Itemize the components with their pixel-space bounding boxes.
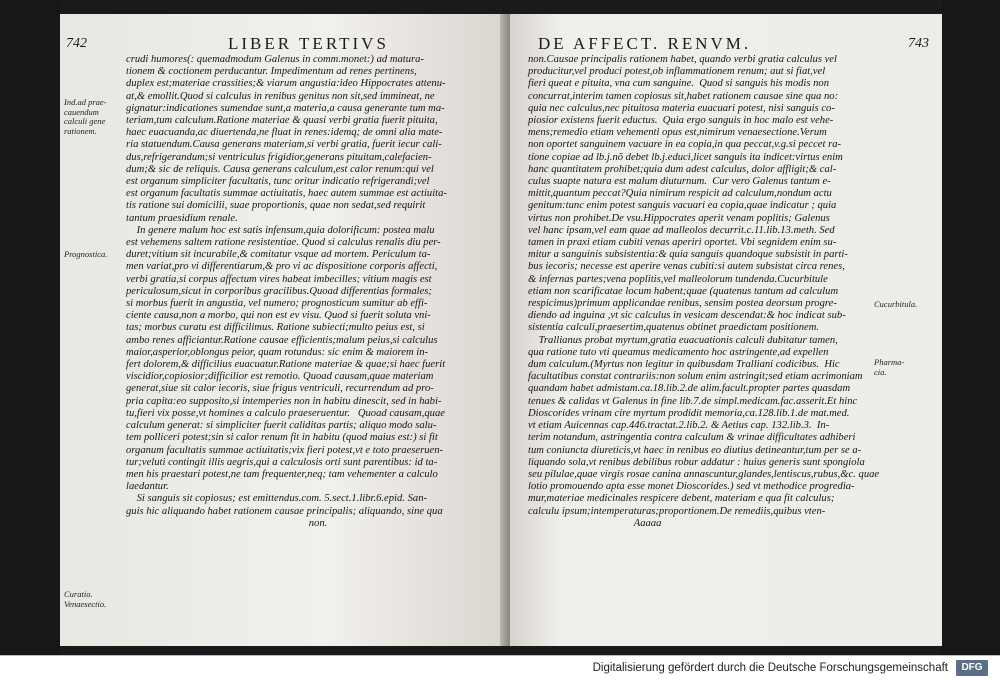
right-margin-note-pharmacia: Pharma- cia. [874, 357, 905, 377]
left-margin-note-prognostica: Prognostica. [64, 249, 108, 259]
dfg-logo: DFG [956, 660, 988, 676]
right-running-head: DE AFFECT. RENVM. [538, 34, 752, 53]
left-margin-note-curatio: Curatio. Venaesectio. [64, 589, 107, 609]
right-page [510, 14, 942, 646]
left-page-number: 742 [66, 36, 87, 51]
left-margin-note-indicatio: Ind.ad prae- cauendum calculi gene rationem. [64, 97, 107, 136]
left-scan-edge [0, 0, 60, 655]
funding-credit: Digitalisierung gefördert durch die Deutsche Forschungsgemeinschaft [592, 662, 948, 674]
right-scan-edge [942, 0, 1000, 655]
right-margin-note-cucurbitula: Cucurbitula. [874, 299, 918, 309]
left-page [60, 14, 508, 646]
footer-bar [0, 655, 1000, 680]
left-body-text: crudi humores(: quemadmodum Galenus in comm.monet:) ad matura- tionem & coctionem perducantur. Impedimentum ad renes pertinens, duplex est;materiae crassities;& viarum angustia:ideo Hippocrates attenu- at,& emollit.Quod si calculus in renibus genitus non sit,sed immineat, ne gignatur:indicationes sumendae sunt,a materia,a causa generante tum ma- teriam,tum calculum.Ratione materiae & quasi verbi gratia fuerit pituita, haec euacuanda,ac diuertenda,ne fluat in renes:idemq; de omni alia mate- ria statuendum.Causa generans materiam,si verbi gratia, fuerit iecur cali- dus,refrigerandum;si ventriculus frigidior,generans pituitam,calefacien- dum;& sic de reliquis. Causa generans calculum,est calor renum:qui vel est organum simpliciter facultatis, tunc oritur indicatio refrigerandi;vel est organum facultatis summae actiuitatis, haec autem summae est actiuita- tis ratione sui domicilii, suae proportionis, quae non sedat,sed requirit tantum praesidium renale. In genere malum hoc est satis infensum,quia dolorificum: postea malu est vehemens saltem ratione resistentiae. Quod si calculus renalis diu per- duret;vitium sit incurabile,& comitatur vsque ad mortem. Periculum ta- men variat,pro vi differentiarum,& pro vi ac dispositione corporis affecti, verbi gratia,si corpus affectum vires habeat imbecilles; vitium magis est periculosum,sicut in corporibus gracilibus.Quoad differentias formales; si morbus fuerit in angustia, vel numero; prognosticum sumitur ab effi- ciente causa,non a morbo, qui non est ev visu. Quod si fuerit soluta vni- tas; morbus curatu est difficilimus. Ratione subiecti;multo peius est, si ambo renes afficiantur.Ratione causae efficientis;malum peius,si calculus maior,asperior,oblongus peior, quam rotundus: sic enim & maiorem in- fert dolorem,& difficilius euacuatur.Ratione materiae & quae;si haec fuerit viscidior,copiosior;difficilior est remotio. Quoad causam,quae materiam generat,siue sit calor iecoris, siue frigus ventriculi, recurrendum ad pro- pria capita:eo supposito,si intemperies non in habitu dinescit, sed in habi- tu,fieri vix posse,vt homines a calculo praeseruentur. Quoad causam,quae calculum generat: si simpliciter fuerit caliditas partis; aliquo modo salu- tem polliceri potest;sin si calor renum fit in habitu (quod maius est:) si fit organum facultatis summae actiuitatis;vix fieri potest,vt e toto praeseruen- tur;veluti contingit illis aegris,qui a calculosis orti sunt parentibus: id ta- men his praestari potest,ne tam frequenter,neq; tam vehementer a calculo laedantur. Si sanguis sit copiosus; est emittendus.com. 5.sect.1.libr.6.epid. San- guis hic aliquando habet rationem causae principalis; aliquando, sine qua non. [126, 54, 447, 529]
right-body-text: non.Causae principalis rationem habet, quando verbi gratia calculus vel producitur,vel produci potest,ob inflammationem renum; aut si fiat,vel fieri queat e pituita, vna cum sanguine. Quod si sanguis his modis non concurrat,interim tamen copiosus sit,habet rationem causae sine qua no: quia nec calculus,nec pituitosa materia euacuari potest, nisi sanguis co- piosior existens fuerit eductus. Quia ergo sanguis in hoc malo est vehe- mens;remedio etiam vehementi opus est,nimirum venaesectione.Verum non oportet sanguinem vacuare in ea copia,in qua peccat,v.g.si peccet ra- tione copiae ad lb.j.nõ debet lb.j.educi,licet sanguis ita indicet:virtus enim hanc quantitatem prohibet;quia dum adest calculus, dolor affligit;& cal- culus suapte natura est malum diuturnum. Cur vero Galenus tantum e- mittit,quantum peccat?Quia nimirum respicit ad calculum,nondum actu genitum:tunc enim potest sanguis vacuari ea copia,quae indicatur ; quia virtus non prohibet.De vsu.Hippocrates aperit venam poplitis; Galenus vel hanc ipsam,vel eam quae ad malleolos decurrit.c.11.lib.13.meth. Sed tamen in praxi etiam cubiti venas aperiri oportet. Vbi segnidem enim su- mitur a sanguinis subsistentia:& quia sanguis quandoque subsistit in parti- bus iecoris; necesse est aperire venas cubiti:si autem subsistat circa renes, & infernas partes;vena poplitis,vel malleolorum tundenda.Cucurbitule etiam non scarificatae locum habent;quae (quatenus tantum ad calculum respicimus)primum applicandae renibus, sensim postea deorsum progre- diendo ad inguina ,vt sic calculus in vesicam descendat:& hoc indicat sub- sistentia calculi,praesertim,quatenus obtinet praedictam positionem. Trallianus probat myrtum,gratia euacuationis calculi dubitatur tamen, qua ratione tuto vti queamus medicamento hoc astringente,ad expellen dum calculum.(Myrtus non legitur in quibusdam Tralliani codicibus. Hic facultatibus constat contrariis:non solum enim astringit;sed etiam acrimoniam quandam habet admistam.ca.18.lib.2.de alim.facult.propter partes quasdam tenues & calidas vt Galenus in fine lib.7.de simpl.medicam.fac.asserit.Et hinc Dioscorides vrinam cire myrtum prodidit memoria,ca.128.lib.1.de mat.med. vt etiam Auicennas cap.446.tractat.2.lib.2. & Aetius cap. 132.lib.3. In- terim notandum, astringentia contra calculum & vrinae difficultates adhiberi tum coniuncta diureticis,vt haec in renibus eo diutius detineantur,tum per se a- liquando sola,vt renibus debilibus robur addatur : huius generis sunt spongiola seu pilulae,quae virgis rosae canina annascuntur,glandes,lentiscus,rubus,&c. quae lotio promouendo apta esse monet Dioscorides.) sed vt methodice progredia- mur,materiae medicinales respicere debent, materiam e qua fit calculus; calculu ipsum;intemperaturas;proportionem.De remediis,quibus vten- Aaaaa [528, 54, 880, 529]
right-page-number: 743 [908, 36, 929, 51]
left-running-head: LIBER TERTIVS [228, 34, 389, 53]
